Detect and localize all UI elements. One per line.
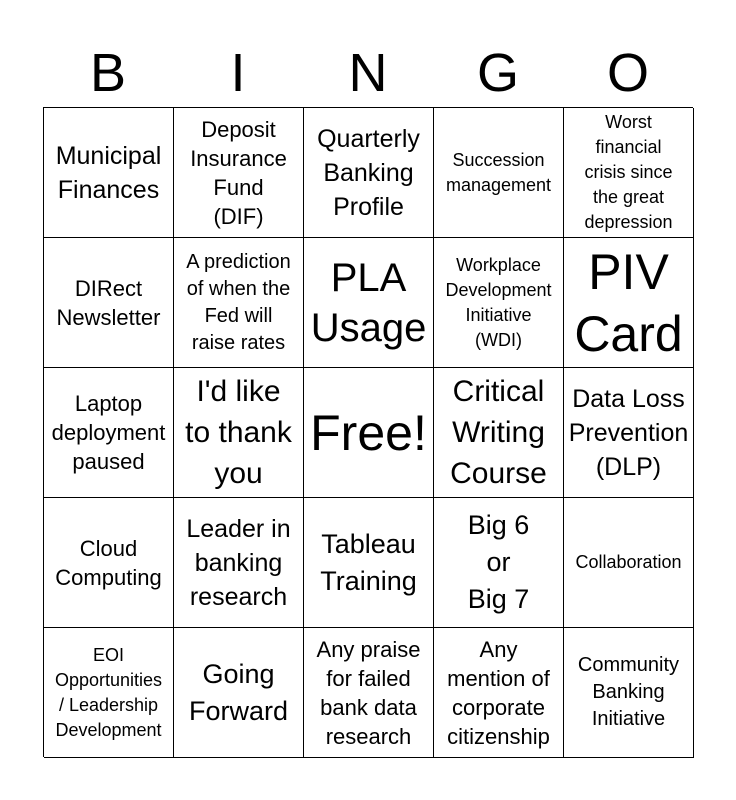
cell-text: Critical Writing Course xyxy=(450,375,547,490)
bingo-grid xyxy=(43,107,693,757)
cell-text: Cloud Computing xyxy=(55,535,162,590)
cell-text: Going Forward xyxy=(188,658,289,726)
bingo-cell[interactable] xyxy=(174,628,304,758)
bingo-cell[interactable] xyxy=(304,498,434,628)
cell-text: Municipal Finances xyxy=(55,141,162,204)
cell-text: EOI Opportunities / Leadership Development xyxy=(54,644,163,740)
cell-text: Data Loss Prevention (DLP) xyxy=(568,384,689,481)
cell-text: Laptop deployment paused xyxy=(51,391,166,474)
cell-text: A prediction of when the Fed will raise rates xyxy=(186,250,291,354)
bingo-cell[interactable] xyxy=(44,628,174,758)
bingo-cell[interactable] xyxy=(434,108,564,238)
cell-text: Quarterly Banking Profile xyxy=(317,124,420,221)
cell-text: Tableau Training xyxy=(320,528,417,596)
bingo-cell[interactable] xyxy=(174,238,304,368)
bingo-cell[interactable] xyxy=(434,238,564,368)
bingo-cell[interactable] xyxy=(434,368,564,498)
free-space: Free! xyxy=(310,404,427,461)
cell-text: PIV Card xyxy=(574,243,683,362)
cell-text: Leader in banking research xyxy=(186,514,291,611)
header-letter-g: G xyxy=(476,43,519,103)
cell-text: Worst financial crisis since the great depression xyxy=(584,112,673,232)
header-letter-n: N xyxy=(348,43,388,103)
cell-text: Big 6 or Big 7 xyxy=(467,510,530,614)
bingo-cell[interactable] xyxy=(434,628,564,758)
header-letter-b: B xyxy=(89,43,127,103)
cell-text: Deposit Insurance Fund (DIF) xyxy=(190,116,287,229)
bingo-cell[interactable] xyxy=(304,108,434,238)
bingo-cell[interactable] xyxy=(174,108,304,238)
bingo-cell[interactable] xyxy=(44,368,174,498)
bingo-cell[interactable] xyxy=(564,238,694,368)
bingo-header xyxy=(43,40,693,106)
cell-text: PLA Usage xyxy=(310,255,427,350)
bingo-cell[interactable] xyxy=(174,368,304,498)
bingo-cell[interactable] xyxy=(304,238,434,368)
cell-text: DIRect Newsletter xyxy=(56,275,161,330)
cell-text: Collaboration xyxy=(575,552,682,572)
cell-text: Succession management xyxy=(445,149,552,195)
cell-text: Workplace Development Initiative (WDI) xyxy=(445,254,552,350)
header-letter-o: O xyxy=(606,43,649,103)
bingo-cell[interactable] xyxy=(564,498,694,628)
bingo-cell[interactable] xyxy=(564,368,694,498)
header-letter-i: I xyxy=(230,43,246,103)
bingo-cell[interactable] xyxy=(174,498,304,628)
bingo-cell[interactable] xyxy=(434,498,564,628)
bingo-cell[interactable] xyxy=(564,108,694,238)
bingo-cell[interactable] xyxy=(44,238,174,368)
bingo-cell[interactable] xyxy=(564,628,694,758)
bingo-cell[interactable] xyxy=(304,628,434,758)
bingo-cell[interactable] xyxy=(44,108,174,238)
cell-text: Any mention of corporate citizenship xyxy=(447,636,550,749)
bingo-cell[interactable] xyxy=(44,498,174,628)
cell-text: Community Banking Initiative xyxy=(577,654,680,730)
cell-text: Any praise for failed bank data research xyxy=(316,636,421,749)
bingo-cell[interactable] xyxy=(304,368,434,498)
cell-text: I'd like to thank you xyxy=(185,375,292,490)
